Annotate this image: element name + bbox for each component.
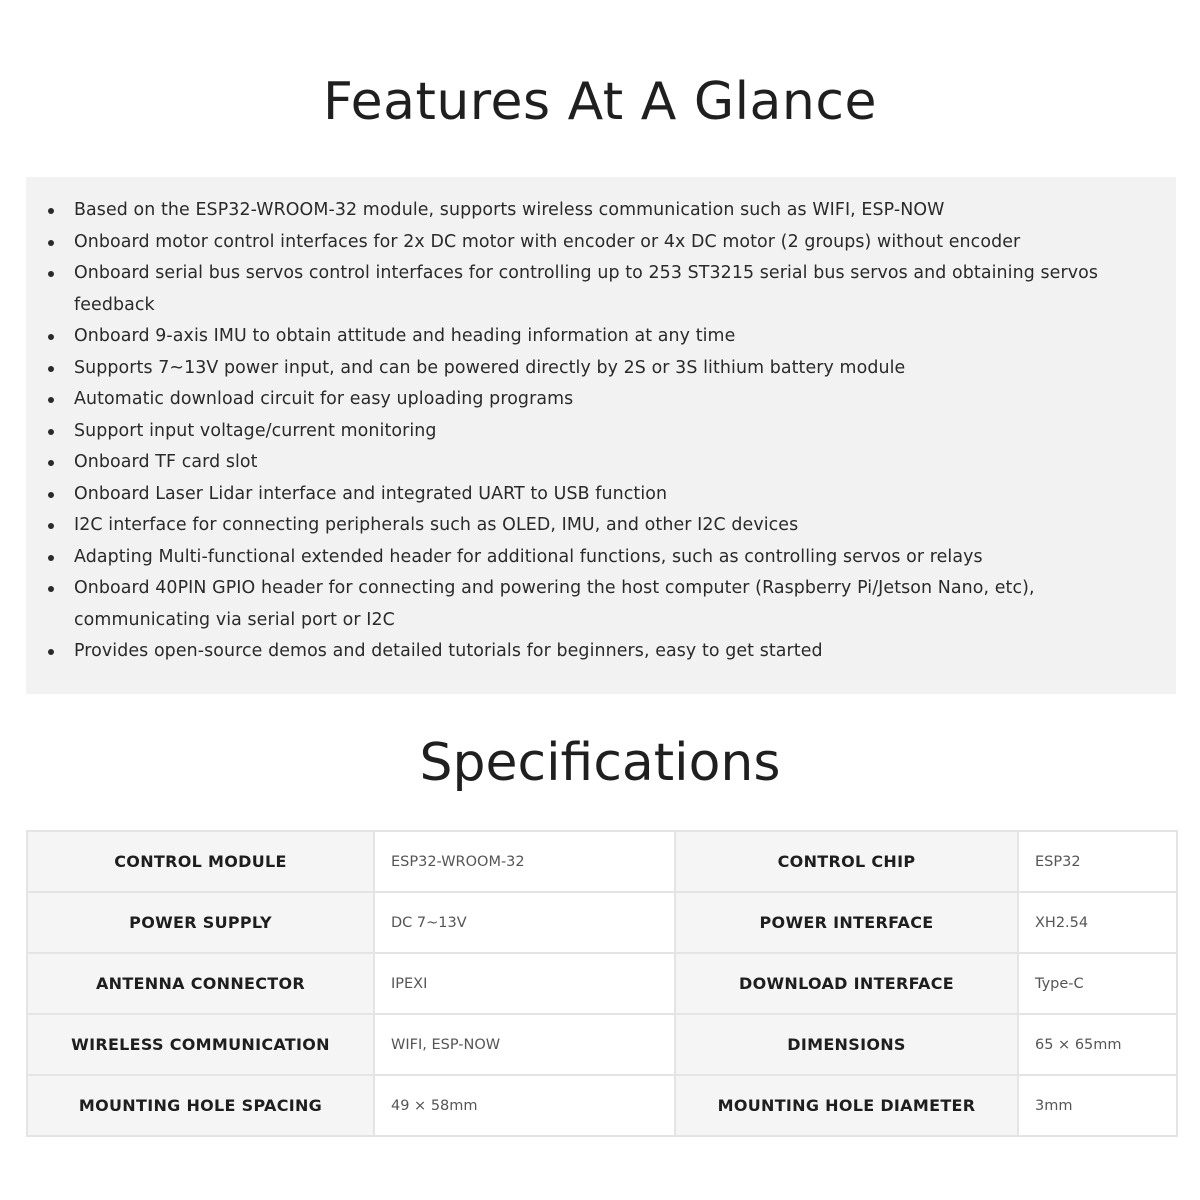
feature-text: Automatic download circuit for easy uploading programs xyxy=(74,389,574,409)
feature-item xyxy=(74,321,1156,353)
features-panel xyxy=(26,177,1176,694)
bullet-icon xyxy=(48,208,54,214)
feature-text: Onboard 9-axis IMU to obtain attitude and heading information at any time xyxy=(74,326,736,346)
spec-value: WIFI, ESP-NOW xyxy=(374,1014,675,1075)
feature-text: Onboard TF card slot xyxy=(74,452,258,472)
spec-label: CONTROL CHIP xyxy=(675,831,1018,892)
feature-item xyxy=(74,195,1156,227)
table-row xyxy=(27,953,1177,1014)
spec-value: ESP32-WROOM-32 xyxy=(374,831,675,892)
bullet-icon xyxy=(48,366,54,372)
spec-value: IPEXI xyxy=(374,953,675,1014)
features-list xyxy=(74,195,1156,668)
feature-item xyxy=(74,258,1156,321)
bullet-icon xyxy=(48,555,54,561)
bullet-icon xyxy=(48,271,54,277)
table-row xyxy=(27,831,1177,892)
feature-text: Provides open-source demos and detailed tutorials for beginners, easy to get started xyxy=(74,641,823,661)
bullet-icon xyxy=(48,586,54,592)
feature-text: Adapting Multi-functional extended header for additional functions, such as controlling servos or relays xyxy=(74,546,983,567)
bullet-icon xyxy=(48,240,54,246)
feature-item xyxy=(74,510,1156,542)
feature-item xyxy=(74,479,1156,511)
feature-text: Onboard 40PIN GPIO header for connecting and powering the host computer (Raspberry Pi/Jetson Nano, etc), communicating via serial port or I2C xyxy=(74,578,1035,630)
feature-text: Onboard serial bus servos control interfaces for controlling up to 253 ST3215 serial bus servos and obtaining servos feedback xyxy=(74,263,1098,315)
spec-label: POWER INTERFACE xyxy=(675,892,1018,953)
feature-item xyxy=(74,573,1156,636)
table-row xyxy=(27,1075,1177,1136)
bullet-icon xyxy=(48,492,54,498)
feature-text: Onboard motor control interfaces for 2x DC motor with encoder or 4x DC motor (2 groups) without encoder xyxy=(74,231,1021,252)
spec-label: POWER SUPPLY xyxy=(27,892,374,953)
spec-value: 3mm xyxy=(1018,1075,1177,1136)
table-row xyxy=(27,892,1177,953)
feature-item xyxy=(74,447,1156,479)
feature-text: Support input voltage/current monitoring xyxy=(74,420,437,441)
spec-label: CONTROL MODULE xyxy=(27,831,374,892)
feature-item xyxy=(74,416,1156,448)
spec-value: DC 7~13V xyxy=(374,892,675,953)
feature-item xyxy=(74,636,1156,668)
specifications-table xyxy=(26,830,1178,1137)
bullet-icon xyxy=(48,397,54,403)
spec-value: Type-C xyxy=(1018,953,1177,1014)
spec-label: MOUNTING HOLE SPACING xyxy=(27,1075,374,1136)
feature-text: Based on the ESP32-WROOM-32 module, supports wireless communication such as WIFI, ESP-NOW xyxy=(74,200,945,220)
spec-label: ANTENNA CONNECTOR xyxy=(27,953,374,1014)
spec-label: MOUNTING HOLE DIAMETER xyxy=(675,1075,1018,1136)
feature-item xyxy=(74,227,1156,259)
spec-value: XH2.54 xyxy=(1018,892,1177,953)
feature-item xyxy=(74,384,1156,416)
feature-text: Supports 7~13V power input, and can be powered directly by 2S or 3S lithium battery module xyxy=(74,357,906,378)
spec-label: DIMENSIONS xyxy=(675,1014,1018,1075)
bullet-icon xyxy=(48,649,54,655)
feature-item xyxy=(74,353,1156,385)
table-row xyxy=(27,1014,1177,1075)
spec-value: ESP32 xyxy=(1018,831,1177,892)
specifications-title: Specifications xyxy=(419,733,781,793)
features-title: Features At A Glance xyxy=(323,72,877,132)
bullet-icon xyxy=(48,334,54,340)
spec-label: WIRELESS COMMUNICATION xyxy=(27,1014,374,1075)
bullet-icon xyxy=(48,429,54,435)
feature-text: Onboard Laser Lidar interface and integrated UART to USB function xyxy=(74,483,668,504)
spec-value: 49 × 58mm xyxy=(374,1075,675,1136)
bullet-icon xyxy=(48,523,54,529)
bullet-icon xyxy=(48,460,54,466)
spec-label: DOWNLOAD INTERFACE xyxy=(675,953,1018,1014)
feature-item xyxy=(74,542,1156,574)
spec-value: 65 × 65mm xyxy=(1018,1014,1177,1075)
feature-text: I2C interface for connecting peripherals such as OLED, IMU, and other I2C devices xyxy=(74,515,799,535)
